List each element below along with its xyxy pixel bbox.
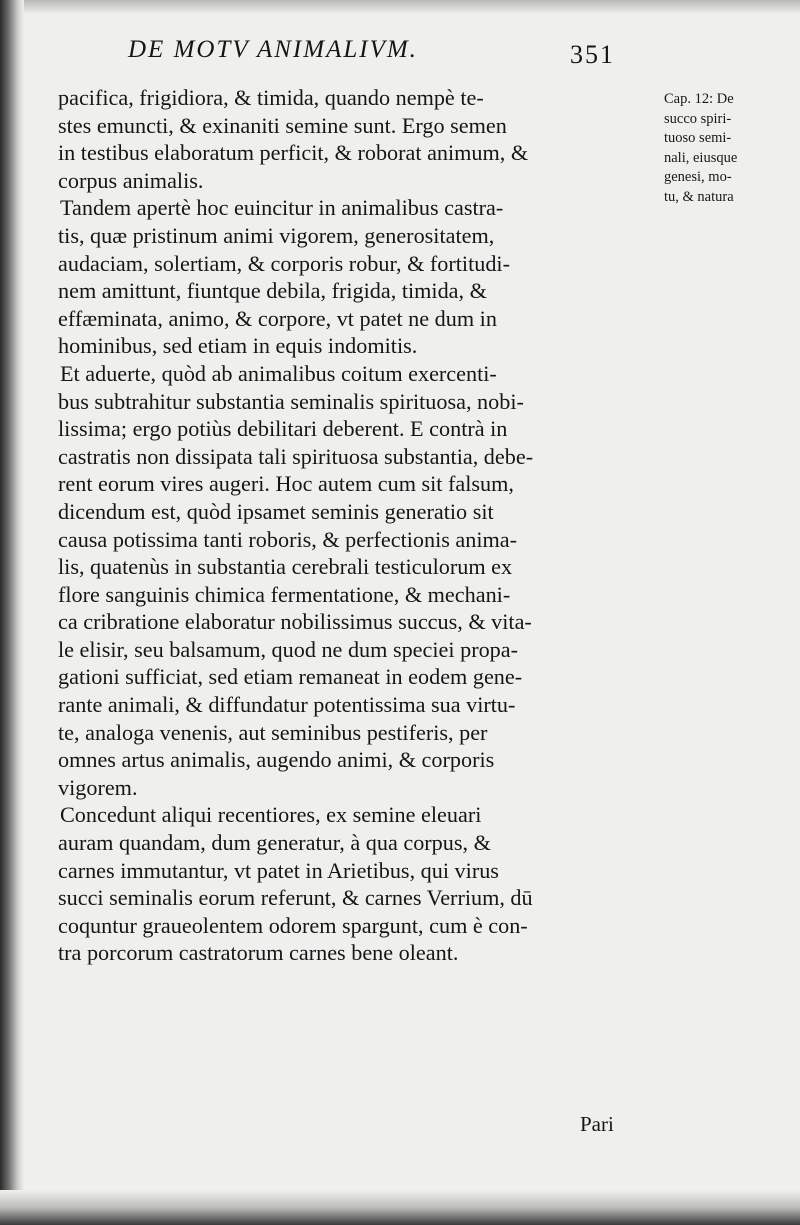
margin-note-line: succo spiri- bbox=[664, 110, 732, 127]
catchword: Pari bbox=[580, 1112, 614, 1136]
text-line: audaciam, solertiam, & corporis robur, & fortitudi- bbox=[58, 250, 510, 276]
text-line: omnes artus animalis, augendo animi, & corporis bbox=[58, 747, 495, 773]
text-line: flore sanguinis chimica fermentatione, & mechani- bbox=[58, 581, 511, 607]
text-line: gationi sufficiat, sed etiam remaneat in eodem gene- bbox=[58, 664, 523, 690]
text-line: ca cribratione elaboratur nobilissimus succus, & vita- bbox=[58, 609, 532, 635]
margin-note bbox=[664, 90, 796, 207]
text-line: nem amittunt, fiuntque debila, frigida, timida, & bbox=[58, 278, 487, 304]
page-gutter-shadow bbox=[0, 0, 24, 1225]
text-line: coquntur graueolentem odorem spargunt, cum è con- bbox=[58, 912, 528, 938]
margin-note-line: tu, & natura bbox=[664, 188, 734, 205]
text-line: effæminata, animo, & corpore, vt patet ne dum in bbox=[58, 305, 497, 331]
page-bottom-edge bbox=[0, 1190, 800, 1225]
text-line: castratis non dissipata tali spirituosa substantia, debe- bbox=[58, 443, 534, 469]
text-line: dicendum est, quòd ipsamet seminis generatio sit bbox=[58, 498, 494, 524]
body-text bbox=[58, 84, 660, 967]
text-line: stes emuncti, & exinaniti semine sunt. Ergo semen bbox=[58, 112, 507, 138]
text-line: vigorem. bbox=[58, 774, 138, 800]
running-header bbox=[128, 36, 628, 80]
text-line: Tandem apertè hoc euincitur in animalibus castra- bbox=[60, 195, 504, 221]
text-line: bus subtrahitur substantia seminalis spirituosa, nobi- bbox=[58, 388, 524, 414]
margin-note-line: tuoso semi- bbox=[664, 130, 732, 146]
margin-note-line: genesi, mo- bbox=[664, 169, 732, 185]
text-line: causa potissima tanti roboris, & perfectionis anima- bbox=[58, 526, 518, 552]
text-line: rent eorum vires augeri. Hoc autem cum sit falsum, bbox=[58, 471, 514, 497]
text-line: Et aduerte, quòd ab animalibus coitum exercenti- bbox=[60, 360, 497, 386]
text-line: in testibus elaboratum perficit, & roborat animum, & bbox=[58, 140, 529, 166]
text-line: tra porcorum castratorum carnes bene oleant. bbox=[58, 940, 459, 966]
text-line: carnes immutantur, vt patet in Arietibus, qui virus bbox=[58, 857, 499, 883]
text-line: le elisir, seu balsamum, quod ne dum speciei propa- bbox=[58, 636, 519, 662]
margin-note-line: nali, eiusque bbox=[664, 149, 738, 166]
text-line: pacifica, frigidiora, & timida, quando nempè te- bbox=[58, 85, 484, 110]
text-line: auram quandam, dum generatur, à qua corpus, & bbox=[58, 830, 491, 856]
text-line: rante animali, & diffundatur potentissima sua virtu- bbox=[58, 692, 516, 718]
text-line: lissima; ergo potiùs debilitari deberent. E contrà in bbox=[58, 416, 508, 442]
running-title: DE MOTV ANIMALIVM. bbox=[128, 36, 418, 63]
page-top-edge bbox=[0, 0, 800, 14]
text-line: Concedunt aliqui recentiores, ex semine eleuari bbox=[60, 802, 482, 828]
text-line: corpus animalis. bbox=[58, 167, 204, 193]
text-line: tis, quæ pristinum animi vigorem, generositatem, bbox=[58, 222, 495, 248]
page-number: 351 bbox=[570, 40, 615, 69]
text-line: te, analoga venenis, aut seminibus pestiferis, per bbox=[58, 719, 488, 745]
text-line: lis, quatenùs in substantia cerebrali testiculorum ex bbox=[58, 554, 513, 580]
text-line: succi seminalis eorum referunt, & carnes Verrium, dū bbox=[58, 885, 533, 911]
text-line: hominibus, sed etiam in equis indomitis. bbox=[58, 333, 418, 359]
margin-note-line: Cap. 12: De bbox=[664, 91, 734, 107]
